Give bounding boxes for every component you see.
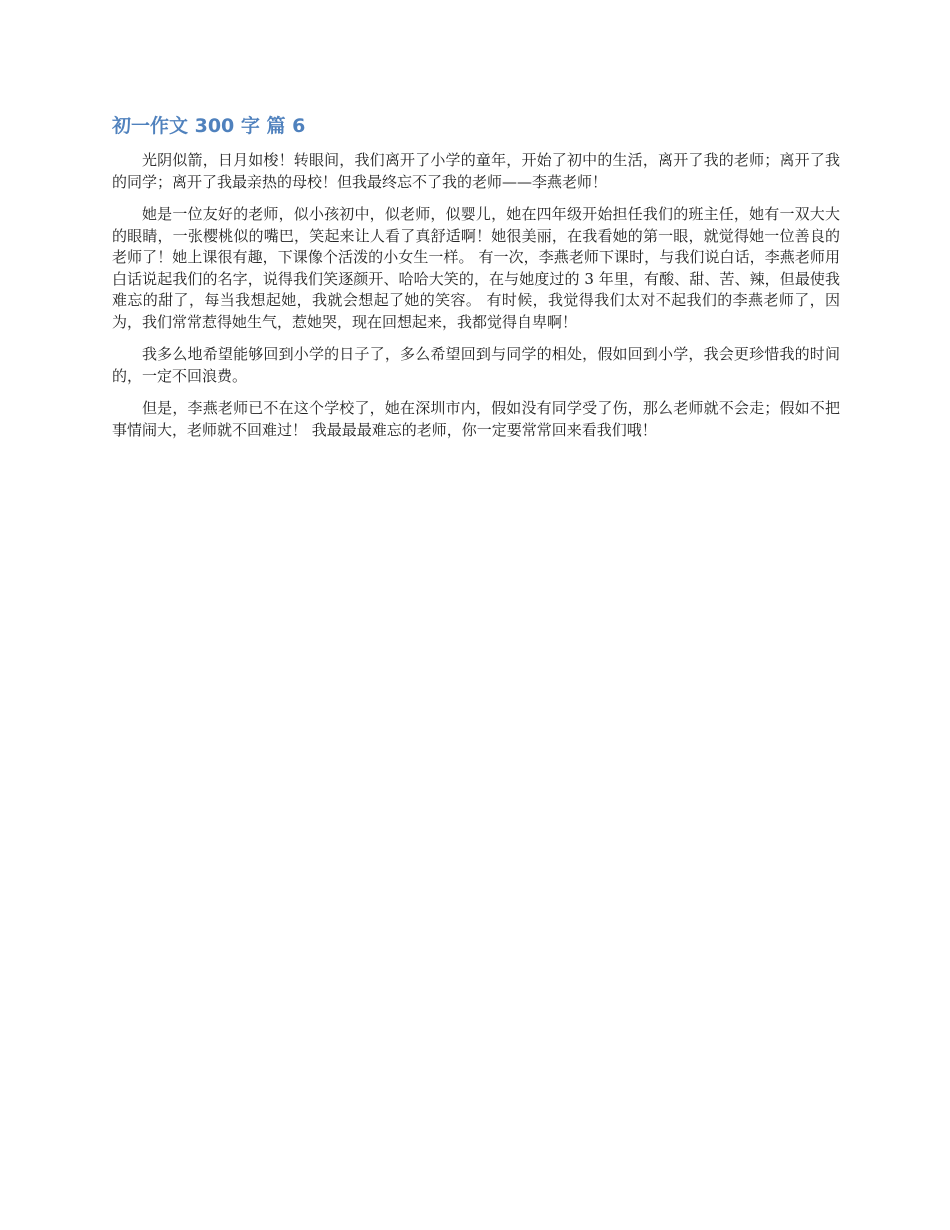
paragraph-1: 光阴似箭，日月如梭！转眼间，我们离开了小学的童年，开始了初中的生活，离开了我的老师；离开了我的同学；离开了我最亲热的母校！但我最终忘不了我的老师——李燕老师！: [112, 151, 840, 191]
paragraph-4: 但是，李燕老师已不在这个学校了，她在深圳市内，假如没有同学受了伤，那么老师就不会走；假如不把事情闹大，老师就不回难过！ 我最最最难忘的老师，你一定要常常回来看我们哦！: [112, 399, 840, 439]
document-title: 初一作文 300 字 篇 6: [112, 115, 306, 137]
document-page: [112, 112, 840, 452]
paragraph-2: 她是一位友好的老师，似小孩初中，似老师，似婴儿，她在四年级开始担任我们的班主任，她有一双大大的眼睛，一张樱桃似的嘴巴，笑起来让人看了真舒适啊！她很美丽，在我看她的第一眼，就觉得她一位善良的老师了！她上课很有趣，下课像个活泼的小女生一样。 有一次，李燕老师下课时，与我们说白话，李燕老师用白话说起我们的名字，说得我们笑逐颜开、哈哈大笑的，在与她度过的 3 年里，有酸、甜、苦、辣，但最使我难忘的甜了，每当我想起她，我就会想起了她的笑容。 有时候，我觉得我们太对不起我们的李燕老师了，因为，我们常常惹得她生气，惹她哭，现在回想起来，我都觉得自卑啊！: [112, 205, 840, 331]
paragraph-3: 我多么地希望能够回到小学的日子了，多么希望回到与同学的相处，假如回到小学，我会更珍惜我的时间的，一定不回浪费。: [112, 345, 840, 385]
